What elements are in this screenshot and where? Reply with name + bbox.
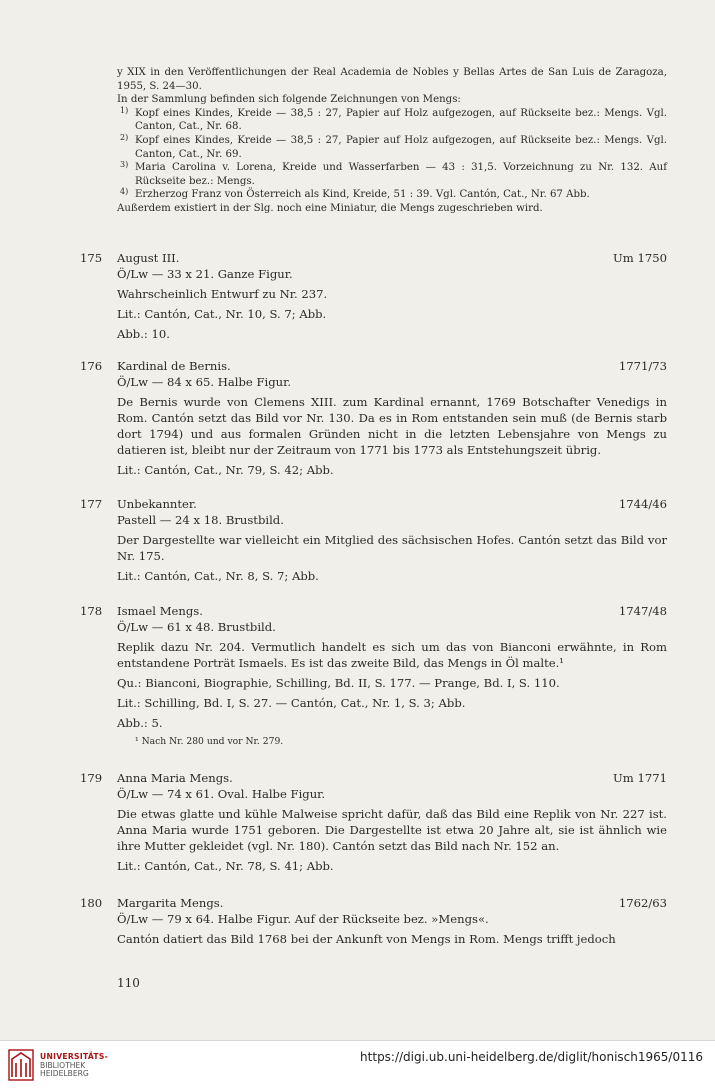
entry-line: Pastell — 24 x 18. Brustbild. — [117, 513, 284, 527]
intro-closing: Außerdem existiert in der Slg. noch eine Miniatur, die Mengs zugeschrieben wird. — [117, 202, 543, 214]
entry-line: Lit.: Cantón, Cat., Nr. 79, S. 42; Abb. — [117, 463, 334, 477]
entry-date: 1762/63 — [618, 896, 667, 910]
library-logo-icon — [8, 1049, 34, 1081]
entry-date: 1747/48 — [618, 604, 667, 618]
entry-line: Ö/Lw — 79 x 64. Halbe Figur. Auf der Rückseite bez. »Mengs«. — [117, 912, 489, 926]
entry-number: 175 — [80, 251, 103, 265]
entry-line: Ö/Lw — 84 x 65. Halbe Figur. — [117, 375, 292, 389]
entry-number: 180 — [80, 896, 103, 910]
entry-number: 179 — [80, 771, 103, 785]
intro-line: In der Sammlung befinden sich folgende Zeichnungen von Mengs: — [117, 94, 461, 106]
entry-title: August III. — [117, 251, 180, 265]
entry-date: Um 1750 — [613, 251, 667, 265]
entry-line: Wahrscheinlich Entwurf zu Nr. 237. — [117, 287, 328, 301]
catalog-entry-177 — [80, 496, 667, 584]
catalog-entry-176 — [80, 358, 667, 478]
entry-title: Kardinal de Bernis. — [117, 359, 231, 373]
entry-line: Cantón datiert das Bild 1768 bei der Ankunft von Mengs in Rom. Mengs trifft jedoch — [117, 932, 616, 946]
permalink-url[interactable]: https://digi.ub.uni-heidelberg.de/diglit/honisch1965/0116 — [360, 1050, 703, 1064]
entry-line: Der Dargestellte war vielleicht ein Mitglied des sächsischen Hofes. Cantón setzt das Bild vor Nr. 175. — [117, 533, 667, 563]
entry-date: 1744/46 — [618, 497, 667, 511]
drawing-note: 4) Erzherzog Franz von Österreich als Kind, Kreide, 51 : 39. Vgl. Cantón, Cat., Nr. 67 Abb. — [120, 187, 590, 201]
entry-title: Unbekannter. — [117, 497, 197, 511]
entry-line: Ö/Lw — 33 x 21. Ganze Figur. — [117, 267, 293, 281]
entry-line: Abb.: 10. — [117, 327, 170, 341]
drawing-note: 1) Kopf eines Kindes, Kreide — 38,5 : 27, Papier auf Holz aufgezogen, auf Rückseite bez.: Mengs. Vgl. Canton, Cat., Nr. 68. — [120, 105, 667, 133]
entry-title: Margarita Mengs. — [117, 896, 224, 910]
catalog-entry-179 — [80, 770, 667, 874]
entry-line: Abb.: 5. — [117, 716, 163, 730]
entry-line: Ö/Lw — 74 x 61. Oval. Halbe Figur. — [117, 787, 326, 801]
entry-line: Lit.: Cantón, Cat., Nr. 10, S. 7; Abb. — [117, 307, 327, 321]
entry-title: Ismael Mengs. — [117, 604, 203, 618]
intro-notes — [117, 66, 667, 216]
entry-date: 1771/73 — [618, 359, 667, 373]
entry-date: Um 1771 — [613, 771, 667, 785]
catalog-entry-178 — [80, 603, 667, 750]
entry-footnote: ¹ Nach Nr. 280 und vor Nr. 279. — [135, 736, 284, 747]
catalog-entry-175 — [80, 250, 667, 342]
entry-line: Lit.: Cantón, Cat., Nr. 78, S. 41; Abb. — [117, 859, 334, 873]
entry-number: 177 — [80, 497, 103, 511]
drawing-note: 2) Kopf eines Kindes, Kreide — 38,5 : 27, Papier auf Holz aufgezogen, auf Rückseite bez.: Mengs. Vgl. Canton, Cat., Nr. 69. — [120, 132, 667, 160]
catalog-entry-180 — [80, 895, 667, 947]
entry-number: 178 — [80, 604, 103, 618]
viewer-footer — [0, 1040, 715, 1092]
entry-line: Lit.: Cantón, Cat., Nr. 8, S. 7; Abb. — [117, 569, 319, 583]
entry-number: 176 — [80, 359, 103, 373]
drawing-note: 3) Maria Carolina v. Lorena, Kreide und Wasserfarben — 43 : 31,5. Vorzeichnung zu Nr. 132. Auf Rückseite bez.: Mengs. — [120, 160, 667, 187]
entry-line: Die etwas glatte und kühle Malweise spricht dafür, daß das Bild eine Replik von Nr. 227 ist. Anna Maria wurde 1751 geboren. Die Dargestellte ist etwa 20 Jahre alt, sie ist ähnlich wie ihre Mutter gekleidet (vgl. Nr. 180). Cantón setzt das Bild nach Nr. 152 an. — [117, 807, 667, 853]
entry-line: Lit.: Schilling, Bd. I, S. 27. — Cantón, Cat., Nr. 1, S. 3; Abb. — [117, 696, 466, 710]
entry-line: Qu.: Bianconi, Biographie, Schilling, Bd. II, S. 177. — Prange, Bd. I, S. 110. — [117, 676, 560, 690]
entry-title: Anna Maria Mengs. — [117, 771, 233, 785]
library-name[interactable]: UNIVERSITÄTS- BIBLIOTHEK HEIDELBERG — [40, 1052, 109, 1079]
entry-line: De Bernis wurde von Clemens XIII. zum Kardinal ernannt, 1769 Botschafter Venedigs in Rom. Cantón setzt das Bild vor Nr. 130. Da es in Rom entstanden sein muß (de Bernis starb dort 1794) und aus formalen Gründen nicht in die letzten Lebensjahre von Mengs zu datieren ist, bleibt nur der Zeitraum von 1771 bis 1773 als Entstehungszeit übrig. — [117, 395, 667, 457]
page-number: 110 — [117, 976, 140, 990]
entry-line: Ö/Lw — 61 x 48. Brustbild. — [117, 620, 276, 634]
entry-line: Replik dazu Nr. 204. Vermutlich handelt es sich um das von Bianconi erwähnte, in Rom entstandene Porträt Ismaels. Es ist das zweite Bild, das Mengs in Öl malte.¹ — [117, 640, 667, 670]
intro-line: y XIX in den Veröffentlichungen der Real Academia de Nobles y Bellas Artes de San Luis de Zaragoza, 1955, S. 24—30. — [117, 67, 667, 92]
